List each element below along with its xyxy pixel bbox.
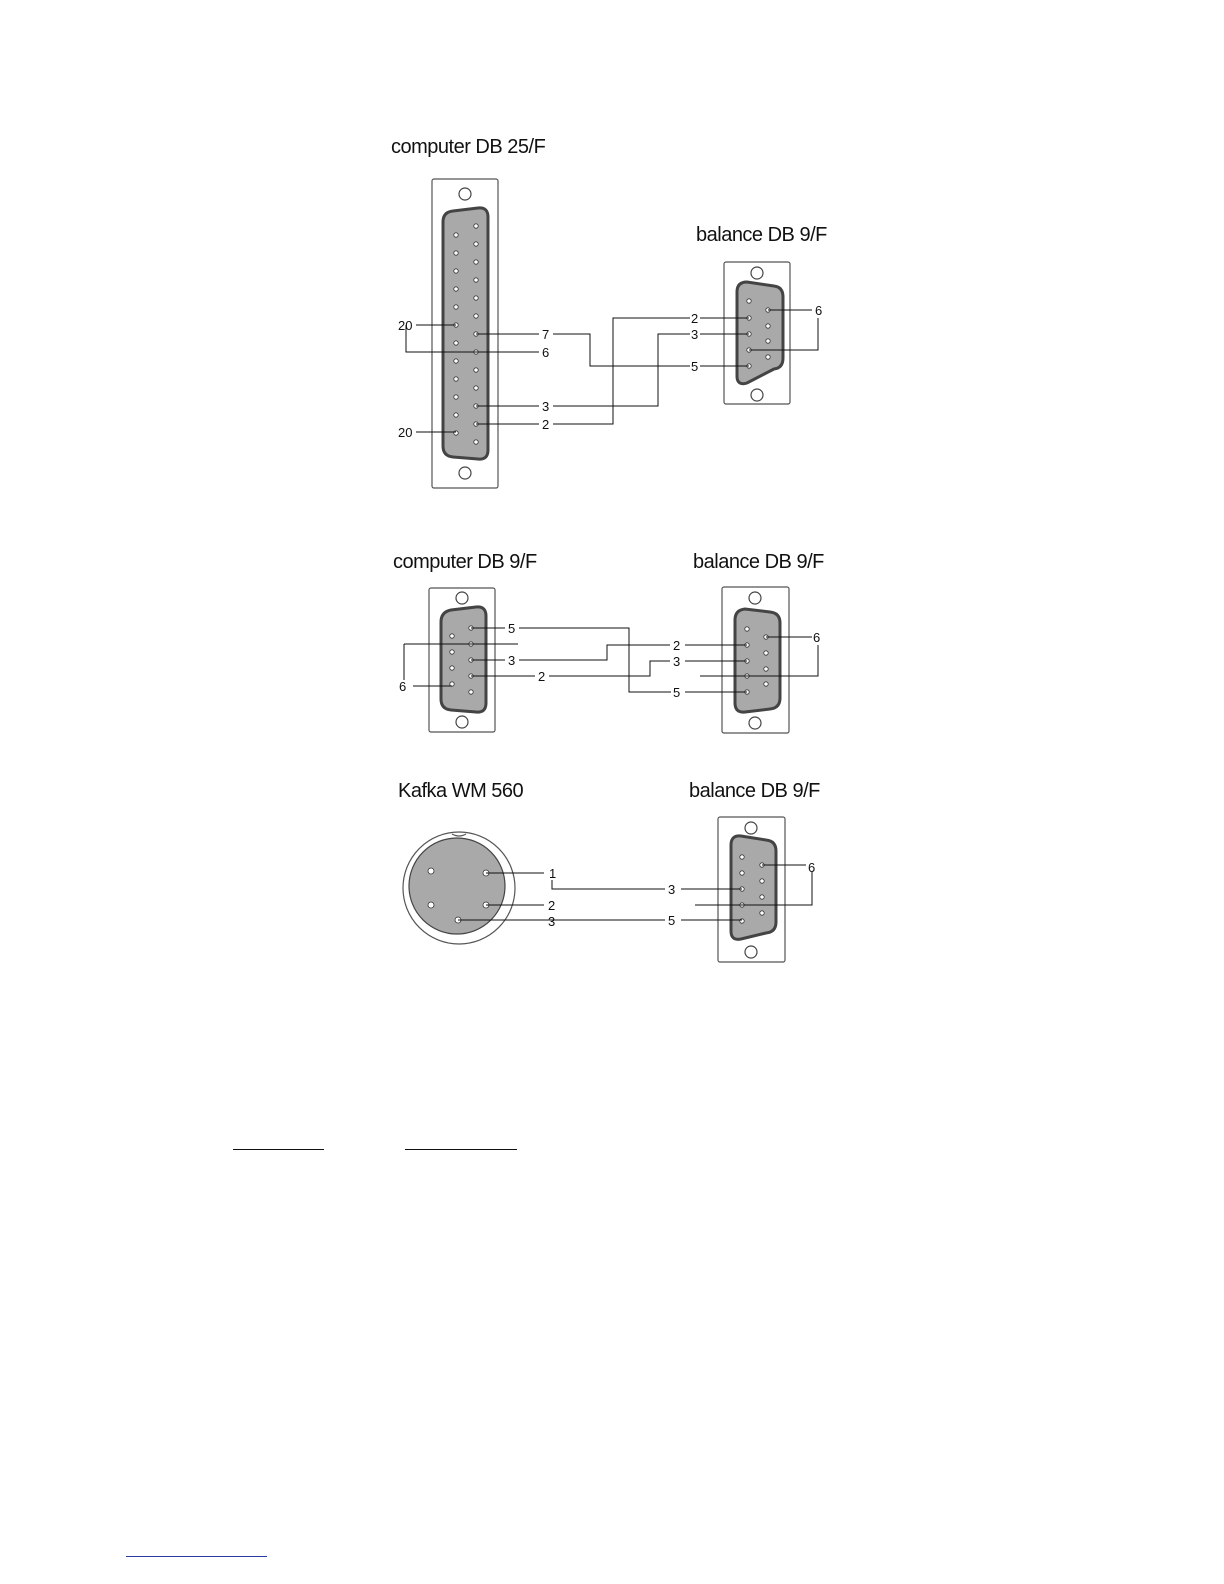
pin-label: 3 (691, 327, 699, 342)
pin-label: 20 (398, 425, 413, 440)
diagram3-right-title: balance DB 9/F (689, 780, 820, 802)
diagram1-right-title: balance DB 9/F (696, 224, 827, 246)
pin-label: 3 (508, 653, 516, 668)
db25-pin (474, 314, 478, 318)
pin-label: 6 (399, 679, 407, 694)
db25-pin (454, 269, 458, 273)
pin-label: 2 (542, 417, 550, 432)
diagram1-left-title: computer DB 25/F (391, 136, 546, 158)
db25-pin (474, 386, 478, 390)
db9-connector-balance-1 (724, 262, 790, 404)
db25-pin (474, 242, 478, 246)
db25-pin (474, 278, 478, 282)
db25-pin (474, 440, 478, 444)
db25-pin (454, 395, 458, 399)
diagram2-right-title: balance DB 9/F (693, 551, 824, 573)
db25-pin (474, 260, 478, 264)
pin-label: 20 (398, 318, 413, 333)
pin-label: 3 (673, 654, 681, 669)
db25-pin (454, 305, 458, 309)
db9-connector-balance-2 (722, 587, 789, 733)
db25-pin (454, 431, 458, 435)
footnote-rule (126, 1556, 267, 1557)
pin-label: 5 (673, 685, 681, 700)
db25-pin (474, 296, 478, 300)
db25-pin (454, 287, 458, 291)
diagram3-left-title: Kafka WM 560 (398, 780, 524, 802)
db25-pin (454, 251, 458, 255)
pin-label: 6 (815, 303, 823, 318)
db25-pin (454, 233, 458, 237)
pin-label: 2 (548, 898, 556, 913)
pin-label: 6 (813, 630, 821, 645)
pin-label: 2 (538, 669, 546, 684)
db25-pin (454, 413, 458, 417)
din-connector-kafka (403, 832, 515, 944)
db25-pin (454, 359, 458, 363)
pin-label: 2 (673, 638, 681, 653)
pin-label: 2 (691, 311, 699, 326)
db25-pin (454, 341, 458, 345)
db25-pin (474, 368, 478, 372)
pin-label: 5 (668, 913, 676, 928)
pin-label: 7 (542, 327, 550, 342)
underline-rule (405, 1149, 517, 1150)
pin-label: 6 (542, 345, 550, 360)
db25-pin (454, 377, 458, 381)
pin-label: 5 (508, 621, 516, 636)
db25-pin (474, 224, 478, 228)
diagram2-left-title: computer DB 9/F (393, 551, 537, 573)
pin-label: 3 (542, 399, 550, 414)
pin-label: 3 (548, 914, 556, 929)
pin-label: 1 (549, 866, 557, 881)
pin-label: 3 (668, 882, 676, 897)
pin-label: 6 (808, 860, 816, 875)
underline-rule (233, 1149, 324, 1150)
pin-label: 5 (691, 359, 699, 374)
